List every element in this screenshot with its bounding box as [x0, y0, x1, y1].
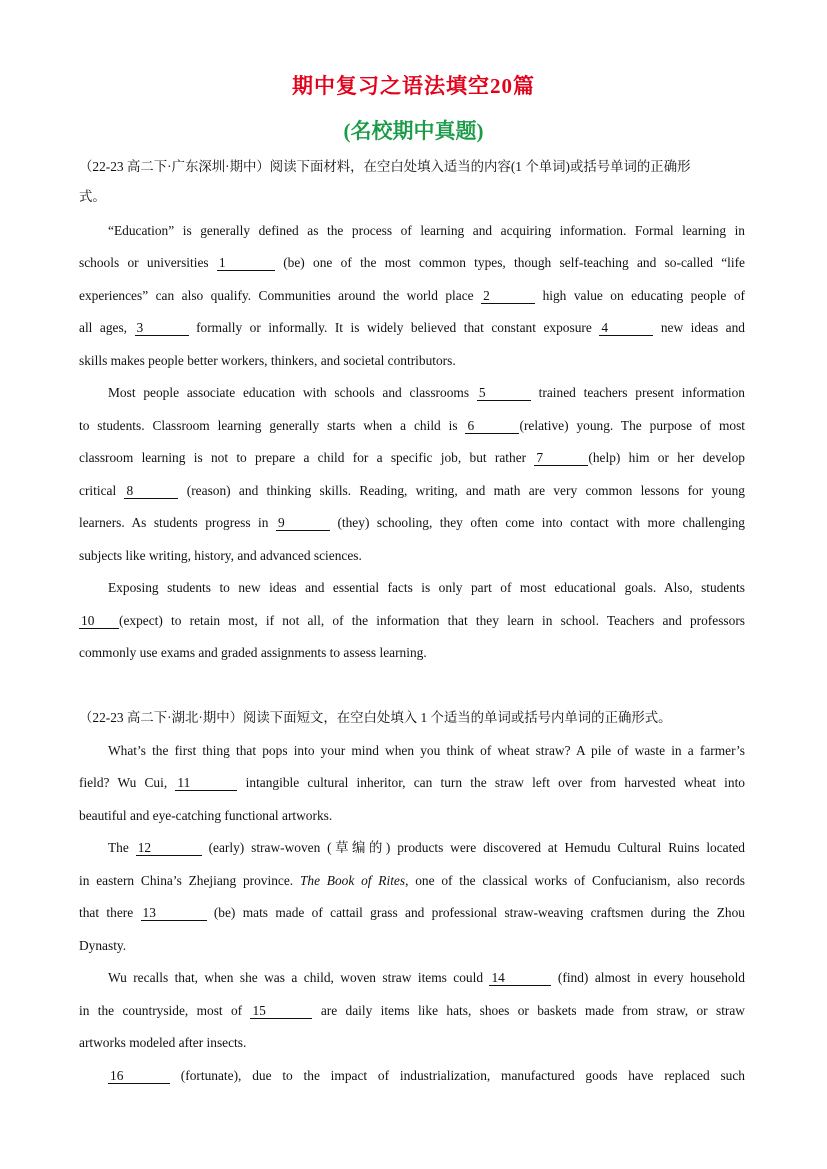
blank-5[interactable]: 5	[477, 385, 531, 401]
p2-line: subjects like writing, history, and advanced sciences.	[79, 548, 362, 563]
blank-7[interactable]: 7	[534, 450, 588, 466]
p2-line: critical 8 (reason) and thinking skills. Reading, writing, and math are very common lessons for young	[79, 483, 745, 498]
blank-4[interactable]: 4	[599, 320, 653, 336]
blank-15[interactable]: 15	[250, 1003, 312, 1019]
p3-line: Exposing students to new ideas and essential facts is only part of most educational goals. Also, students	[108, 580, 745, 595]
page-title: 期中复习之语法填空20篇	[292, 74, 535, 98]
passage1-source: （22-23 高二下·广东深圳·期中）阅读下面材料，在空白处填入适当的内容(1 个单词)或括号单词的正确形	[79, 159, 691, 174]
p2-line: learners. As students progress in 9 (they) schooling, they often come into contact with more challenging	[79, 515, 745, 530]
p3-line: 10 (expect) to retain most, if not all, of the information that they learn in school. Teachers and professors	[81, 613, 745, 628]
blank-16[interactable]: 16	[108, 1068, 170, 1084]
p2-2-line: The 12 (early) straw-woven (草编的) products were discovered at Hemudu Cultural Ruins located	[108, 840, 745, 855]
p2-2-line: Dynasty.	[79, 938, 127, 953]
p2-line: Most people associate education with schools and classrooms 5 trained teachers present information	[108, 385, 745, 400]
blank-1[interactable]: 1	[217, 255, 275, 271]
p2-3-line: in the countryside, most of 15 are daily items like hats, shoes or baskets made from straw, or straw	[79, 1003, 745, 1018]
book-title: The Book of Rites	[299, 873, 406, 888]
p2-3-line: Wu recalls that, when she was a child, woven straw items could 14 (find) almost in every household	[108, 970, 745, 985]
blank-6[interactable]: 6	[465, 418, 519, 434]
p2-1-line: What’s the first thing that pops into your mind when you think of wheat straw? A pile of waste in a farmer’s	[108, 743, 745, 758]
blank-11[interactable]: 11	[175, 775, 237, 791]
p1-line: skills makes people better workers, thinkers, and societal contributors.	[79, 353, 456, 368]
p1-line: experiences” can also qualify. Communities around the world place 2 high value on educating people of	[79, 288, 745, 303]
passage1-source-end: 式。	[79, 189, 106, 204]
p3-line: commonly use exams and graded assignments to assess learning.	[79, 645, 427, 660]
blank-12[interactable]: 12	[136, 840, 202, 856]
blank-8[interactable]: 8	[124, 483, 178, 499]
p1-line: all ages, 3 formally or informally. It is widely believed that constant exposure 4 new ideas and	[79, 320, 746, 335]
p2-2-line: that there 13 (be) mats made of cattail grass and professional straw-weaving craftsmen during the Zhou	[79, 905, 745, 920]
p1-line: “Education” is generally defined as the process of learning and acquiring information. Formal learning in	[108, 223, 745, 238]
p2-2-line: in eastern China’s Zhejiang province. The Book of Rites, one of the classical works of Confucianism, also records	[79, 873, 745, 888]
blank-10[interactable]: 10	[79, 613, 119, 629]
blank-2[interactable]: 2	[481, 288, 535, 304]
p1-line: schools or universities 1 (be) one of the most common types, though self-teaching and so-called “life	[79, 255, 745, 270]
blank-9[interactable]: 9	[276, 515, 330, 531]
p2-line: classroom learning is not to prepare a child for a specific job, but rather 7 (help) him or her develop	[79, 450, 745, 465]
p2-1-line: field? Wu Cui, 11 intangible cultural inheritor, can turn the straw left over from harvested wheat into	[79, 775, 745, 790]
blank-3[interactable]: 3	[135, 320, 189, 336]
blank-13[interactable]: 13	[141, 905, 207, 921]
blank-14[interactable]: 14	[489, 970, 551, 986]
p2-line: to students. Classroom learning generally starts when a child is 6 (relative) young. The purpose of most	[79, 418, 745, 433]
page-subtitle: (名校期中真题)	[343, 119, 484, 143]
p2-4-line: 16 (fortunate), due to the impact of industrialization, manufactured goods have replaced such	[110, 1068, 745, 1083]
p2-3-line: artworks modeled after insects.	[79, 1035, 247, 1050]
p2-1-line: beautiful and eye-catching functional artworks.	[79, 808, 333, 823]
passage2-source: （22-23 高二下·湖北·期中）阅读下面短文，在空白处填入 1 个适当的单词或括号内单词的正确形式。	[79, 710, 672, 725]
